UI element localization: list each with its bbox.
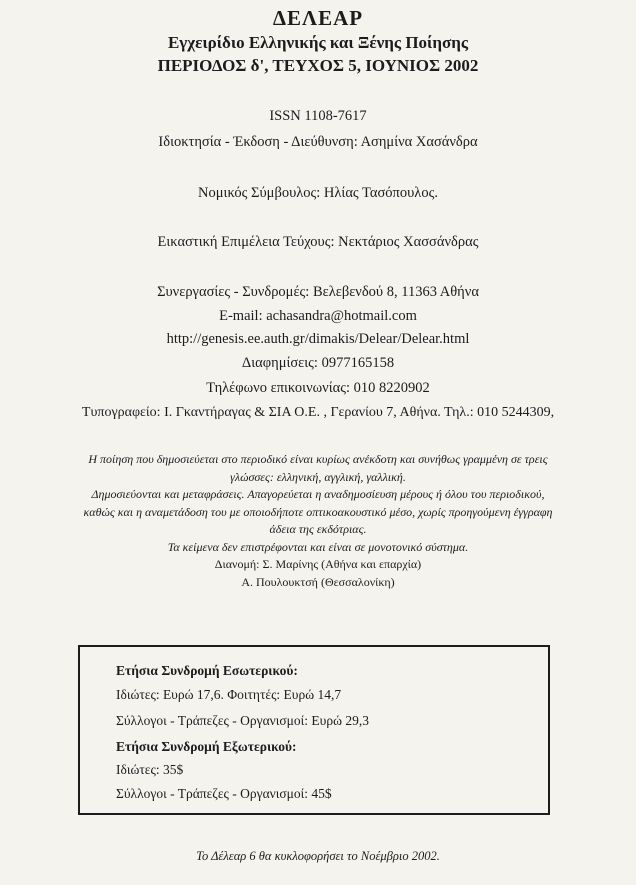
magazine-subtitle: Εγχειρίδιο Ελληνικής και Ξένης Ποίησης [167,33,469,52]
domestic-line: Σύλλογοι - Τράπεζες - Οργανισμοί: Ευρώ 29,3 [116,713,369,728]
domestic-line: Ιδιώτες: Ευρώ 17,6. Φοιτητές: Ευρώ 14,7 [116,687,342,702]
website-url: http://genesis.ee.auth.gr/dimakis/Delear/Delear.html [166,331,470,347]
email: E-mail: achasandra@hotmail.com [219,308,417,324]
note-line: Α. Πουλουκτσή (Θεσσαλονίκη) [241,574,395,589]
issn: ISSN 1108-7617 [269,108,367,124]
legal-advisor: Νομικός Σύμβουλος: Ηλίας Τασόπουλος. [198,185,438,201]
note-line: Δημοσιεύονται και μεταφράσεις. Απαγορεύεται η αναδημοσίευση μέρους ή όλου του περιοδικού, [91,487,545,501]
contact-phone: Τηλέφωνο επικοινωνίας: 010 8220902 [206,380,430,396]
note-line: γλώσσες: ελληνική, αγγλική, γαλλική. [230,469,406,484]
contact-address: Συνεργασίες - Συνδρομές: Βελεβενδού 8, 11363 Αθήνα [157,284,479,300]
owner-line: Ιδιοκτησία - Έκδοση - Διεύθυνση: Ασημίνα Χασάνδρα [158,134,478,150]
ads-phone: Διαφημίσεις: 0977165158 [241,355,395,371]
note-line: Διανομή: Σ. Μαρίνης (Αθήνα και επαρχία) [214,557,422,571]
note-line: Τα κείμενα δεν επιστρέφονται και είναι σε μονοτονικό σύστημα. [167,539,469,554]
note-line: καθώς και η αναμετάδοση του με οποιοδήποτε οπτικοακουστικό μέσο, χωρίς προηγούμενη έγγραφη [83,504,553,519]
note-line: Η ποίηση που δημοσιεύεται στο περιοδικό είναι κυρίως ανέκδοτη και συνήθως γραμμένη σε τρεις [88,452,548,466]
art-direction: Εικαστική Επιμέλεια Τεύχους: Νεκτάριος Χασσάνδρας [157,234,479,250]
note-line: άδεια της εκδότριας. [269,522,367,536]
foreign-heading: Ετήσια Συνδρομή Εξωτερικού: [116,739,297,754]
foreign-line: Σύλλογοι - Τράπεζες - Οργανισμοί: 45$ [116,786,332,801]
magazine-title: ΔΕΛΕΑΡ [272,6,364,30]
subscription-box [78,645,550,815]
domestic-heading: Ετήσια Συνδρομή Εσωτερικού: [116,663,298,678]
issue-line: ΠΕΡΙΟΔΟΣ δ', ΤΕΥΧΟΣ 5, ΙΟΥΝΙΟΣ 2002 [157,56,479,75]
next-issue-note: Το Δέλεαρ 6 θα κυκλοφορήσει το Νοέμβριο 2002. [196,849,440,863]
printer-line: Τυπογραφείο: Ι. Γκαντήραγας & ΣΙΑ Ο.Ε. , Γερανίου 7, Αθήνα. Τηλ.: 010 5244309, [81,405,555,420]
notes-block [0,451,636,591]
foreign-line: Ιδιώτες: 35$ [116,762,184,777]
